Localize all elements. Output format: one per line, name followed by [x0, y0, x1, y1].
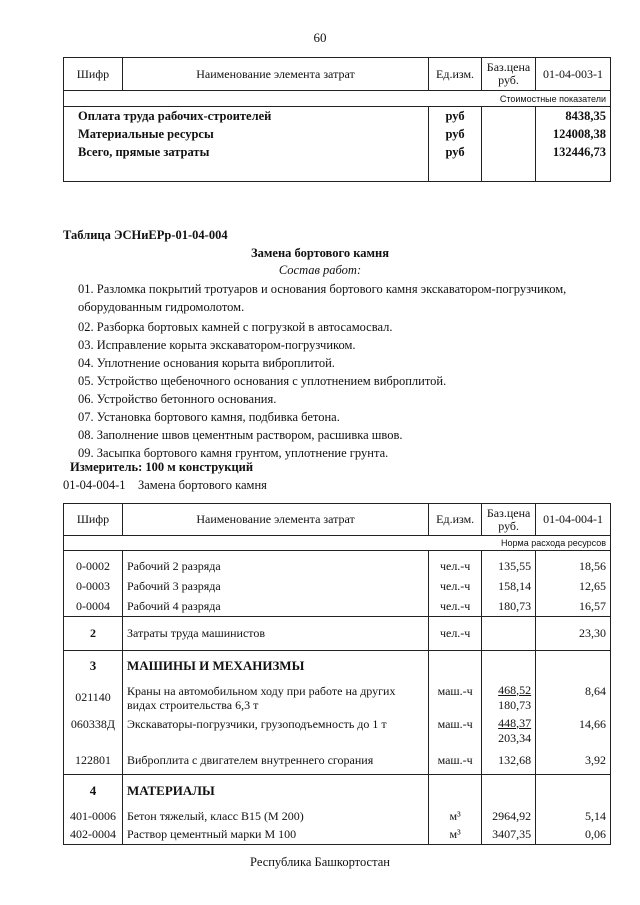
row-price-alt: 203,34: [498, 730, 532, 745]
row-name: Экскаваторы-погрузчики, грузоподъемность до 1 т: [122, 715, 428, 747]
section-row: [64, 651, 611, 681]
row-name: Затраты труда машинистов: [122, 617, 428, 651]
list-item: 02. Разборка бортовых камней с погрузкой в автосамосвал.: [78, 320, 393, 334]
subheader-label: Стоимостные показатели: [64, 91, 611, 107]
row-value: 18,56: [536, 557, 611, 577]
row-unit: руб: [429, 107, 482, 126]
table-row: [64, 597, 611, 617]
col-code-header: Шифр: [64, 504, 123, 536]
row-price: 132,68: [482, 747, 536, 775]
section-title: Замена бортового камня: [251, 246, 389, 260]
table-row: [64, 715, 611, 747]
table-row: [64, 617, 611, 651]
row-code: 0-0004: [64, 597, 123, 617]
list-item: 06. Устройство бетонного основания.: [78, 392, 277, 406]
col-unit-header: Ед.изм.: [429, 58, 482, 91]
row-unit: м³: [429, 826, 482, 845]
row-name: Всего, прямые затраты: [64, 143, 429, 161]
col-code-header: Шифр: [64, 58, 123, 91]
list-item: 03. Исправление корыта экскаватором-погрузчиком.: [78, 338, 356, 352]
row-code: 060338Д: [64, 715, 123, 747]
rate-code-line: 01-04-004-1 Замена бортового камня: [63, 478, 267, 492]
section-row: [64, 775, 611, 807]
row-name: Виброплита с двигателем внутреннего сгорания: [122, 747, 428, 775]
table-row: [64, 807, 611, 826]
row-unit: маш.-ч: [429, 747, 482, 775]
row-price: 2964,92: [482, 807, 536, 826]
list-item: 04. Уплотнение основания корыта виброплитой.: [78, 356, 335, 370]
col-rate-code-header: 01-04-003-1: [536, 58, 611, 91]
col-name-header: Наименование элемента затрат: [122, 58, 428, 91]
row-unit: чел.-ч: [429, 557, 482, 577]
row-price: 448,37: [498, 715, 532, 730]
row-unit: маш.-ч: [429, 715, 482, 747]
section-code: 3: [64, 651, 123, 681]
row-code: 0-0003: [64, 577, 123, 597]
row-value: 16,57: [536, 597, 611, 617]
row-value: 8,64: [536, 681, 611, 715]
row-name: Рабочий 3 разряда: [122, 577, 428, 597]
section-name: МАШИНЫ И МЕХАНИЗМЫ: [122, 651, 428, 681]
row-code: 021140: [64, 681, 123, 715]
list-item: 08. Заполнение швов цементным раствором, расшивка швов.: [78, 428, 403, 442]
subheader-label: Норма расхода ресурсов: [64, 536, 611, 551]
list-item: 05. Устройство щебеночного основания с уплотнением виброплитой.: [78, 374, 447, 388]
row-value: 132446,73: [536, 143, 611, 161]
row-price: 158,14: [482, 577, 536, 597]
row-unit: чел.-ч: [429, 577, 482, 597]
row-code: 2: [64, 617, 123, 651]
works-title: Состав работ:: [278, 263, 362, 277]
col-unit-header: Ед.изм.: [429, 504, 482, 536]
row-name: Краны на автомобильном ходу при работе на других видах строительства 6,3 т: [122, 681, 428, 715]
row-unit: м³: [429, 807, 482, 826]
row-value: 14,66: [536, 715, 611, 747]
row-value: 3,92: [536, 747, 611, 775]
row-price: 135,55: [482, 557, 536, 577]
row-price-cell: [482, 681, 536, 715]
works-list: [78, 280, 598, 462]
table-row: [64, 143, 611, 161]
section-code: 4: [64, 775, 123, 807]
table-title: Таблица ЭСНиЕРр-01-04-004: [63, 228, 228, 242]
table-row: [64, 107, 611, 126]
row-code: 401-0006: [64, 807, 123, 826]
row-price: 3407,35: [482, 826, 536, 845]
row-value: 124008,38: [536, 125, 611, 143]
row-price: 468,52: [498, 682, 532, 697]
page-number: 60: [313, 30, 327, 45]
row-unit: маш.-ч: [429, 681, 482, 715]
list-item: 01. Разломка покрытий тротуаров и основания бортового камня экскаватором-погрузчиком, оборудованным гидромолотом.: [78, 282, 567, 314]
row-code: 122801: [64, 747, 123, 775]
list-item: 09. Засыпка бортового камня грунтом, уплотнение грунта.: [78, 446, 389, 460]
row-unit: руб: [429, 125, 482, 143]
subheader-row: [64, 91, 611, 107]
table-row: [64, 681, 611, 715]
row-unit: чел.-ч: [429, 597, 482, 617]
row-unit: руб: [429, 143, 482, 161]
col-price-header: Баз.цена руб.: [482, 58, 536, 91]
cost-indicators-table: [63, 57, 611, 182]
col-price-header: Баз.цена руб.: [482, 504, 536, 536]
row-value: 8438,35: [536, 107, 611, 126]
row-code: 402-0004: [64, 826, 123, 845]
row-code: 0-0002: [64, 557, 123, 577]
row-value: 23,30: [536, 617, 611, 651]
table-row: [64, 577, 611, 597]
row-price: 180,73: [482, 597, 536, 617]
row-name: Раствор цементный марки М 100: [122, 826, 428, 845]
page-footer: Республика Башкортостан: [250, 855, 390, 869]
row-name: Материальные ресурсы: [64, 125, 429, 143]
row-price-cell: [482, 715, 536, 747]
row-value: 0,06: [536, 826, 611, 845]
table-row: [64, 826, 611, 845]
list-item: 07. Установка бортового камня, подбивка бетона.: [78, 410, 340, 424]
table-row: [64, 125, 611, 143]
row-name: Рабочий 2 разряда: [122, 557, 428, 577]
row-name: Оплата труда рабочих-строителей: [64, 107, 429, 126]
table-header-row: [64, 58, 611, 91]
col-rate-code-header: 01-04-004-1: [536, 504, 611, 536]
table-row: [64, 557, 611, 577]
row-unit: чел.-ч: [429, 617, 482, 651]
table-row: [64, 747, 611, 775]
row-value: 12,65: [536, 577, 611, 597]
row-price-alt: 180,73: [498, 697, 532, 712]
subheader-row: [64, 536, 611, 551]
row-name: Бетон тяжелый, класс B15 (М 200): [122, 807, 428, 826]
row-value: 5,14: [536, 807, 611, 826]
col-name-header: Наименование элемента затрат: [122, 504, 428, 536]
measure-unit: Измеритель: 100 м конструкций: [70, 460, 254, 474]
section-name: МАТЕРИАЛЫ: [122, 775, 428, 807]
resource-norms-table: [63, 503, 611, 845]
row-name: Рабочий 4 разряда: [122, 597, 428, 617]
table-header-row: [64, 504, 611, 536]
